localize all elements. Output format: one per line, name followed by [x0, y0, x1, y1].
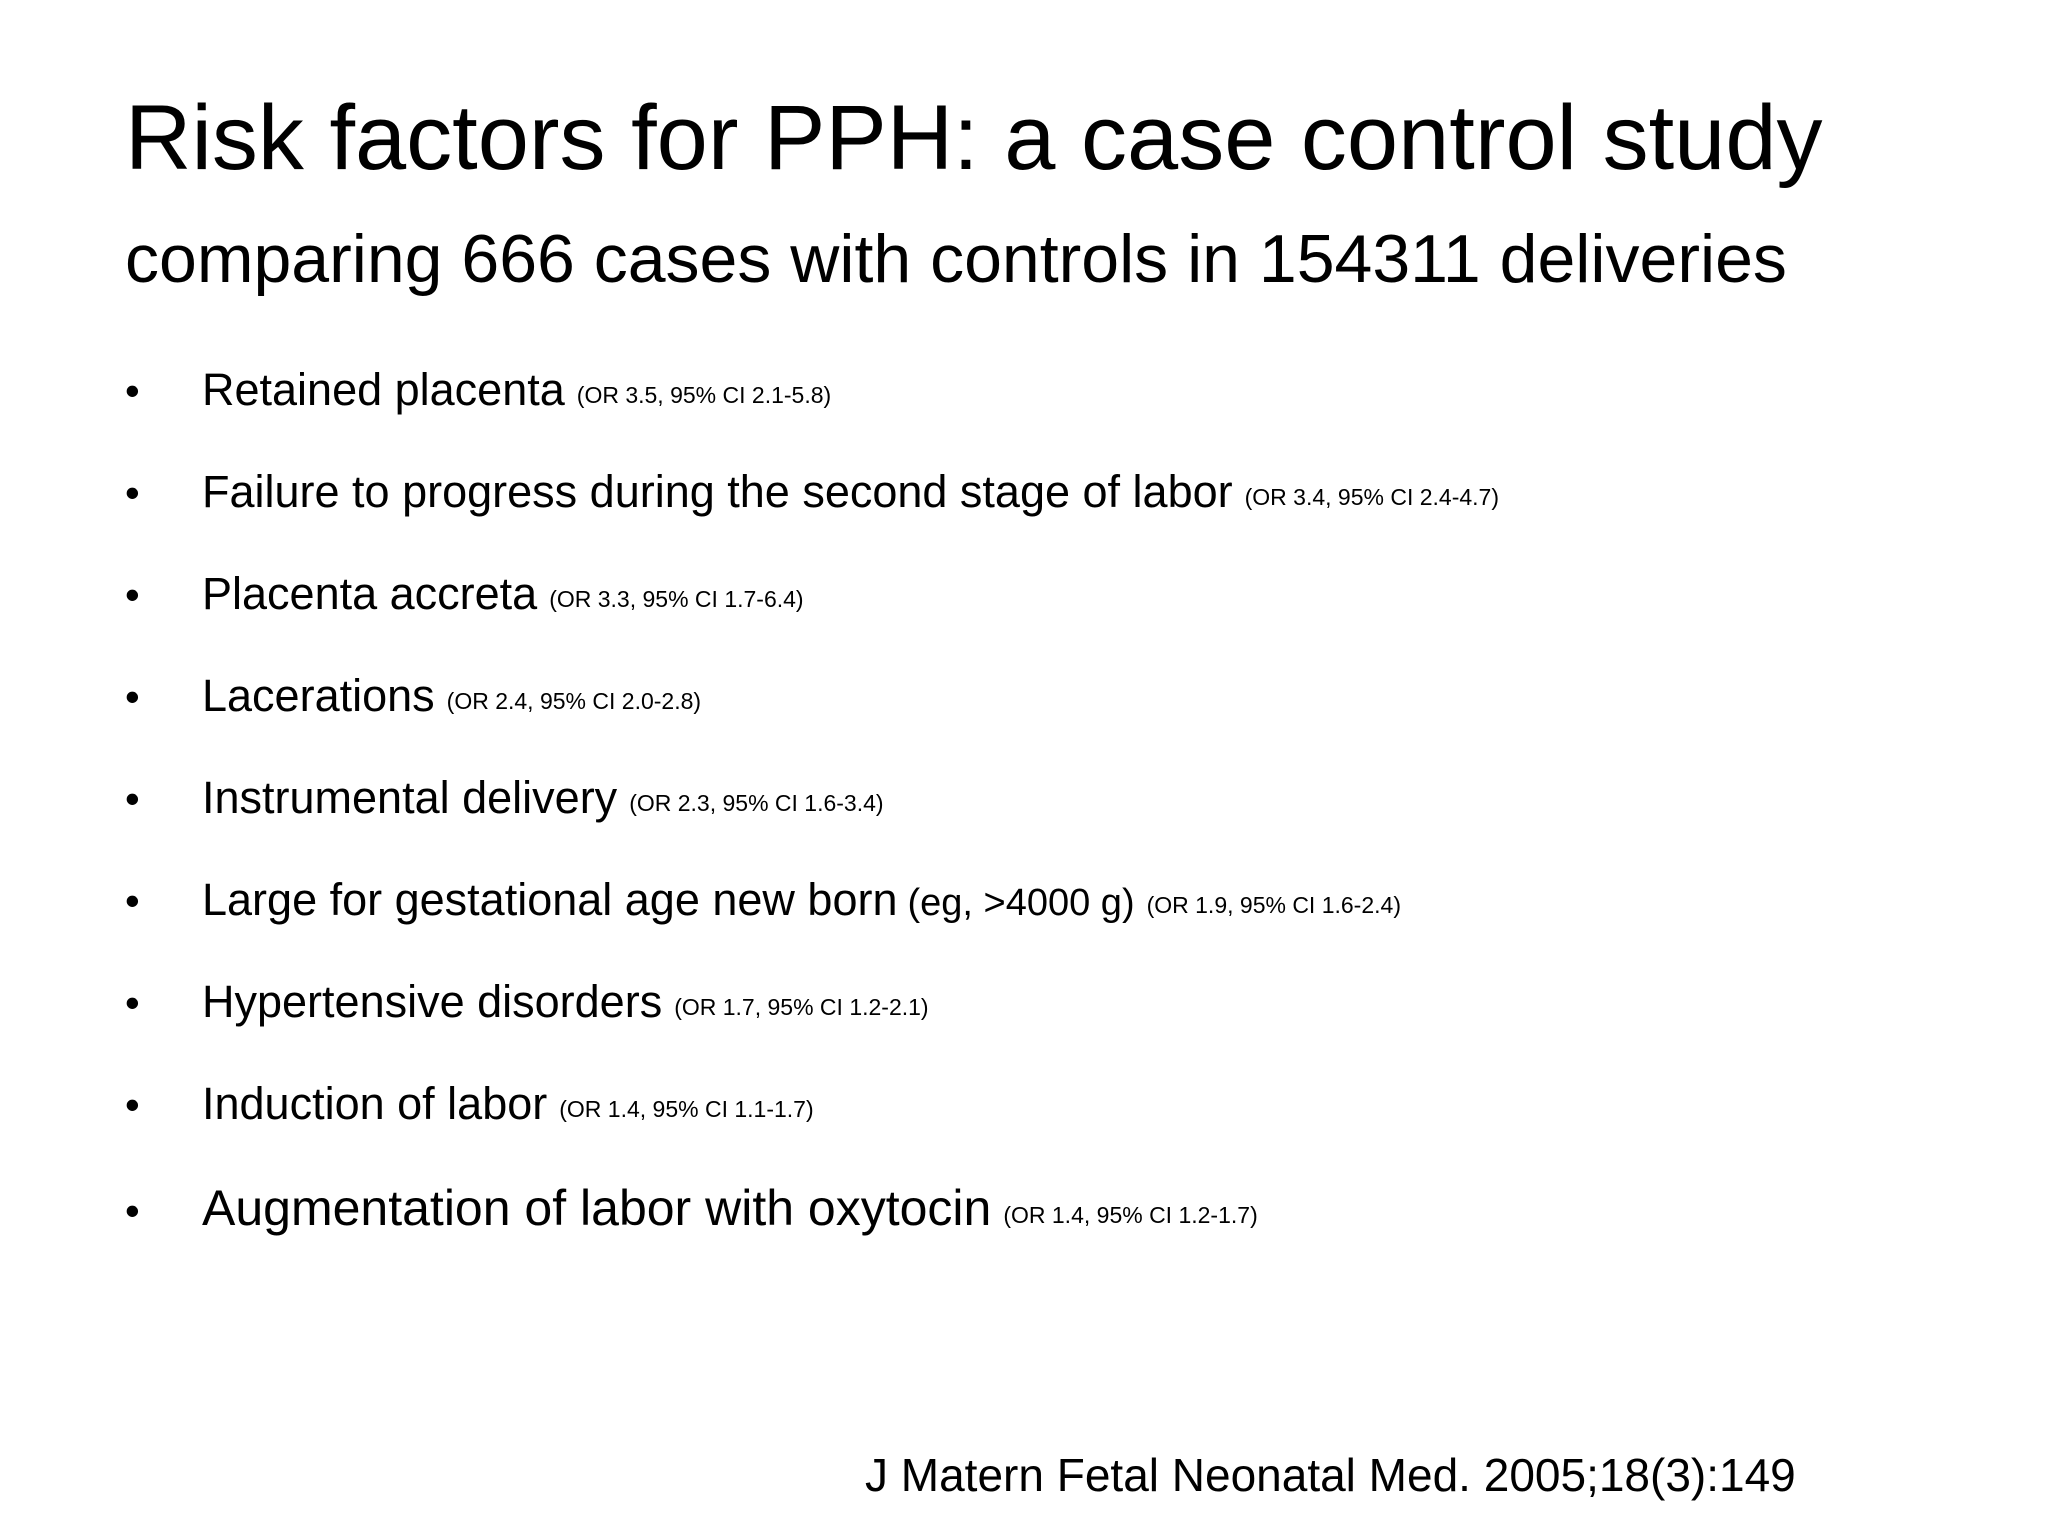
bullet-icon: •	[125, 673, 140, 720]
risk-factor-stat: (OR 3.4, 95% CI 2.4-4.7)	[1244, 484, 1499, 510]
risk-factor-text: Retained placenta	[202, 364, 565, 415]
risk-factor-extra: (eg, >4000 g)	[907, 882, 1135, 924]
risk-factor-item	[125, 977, 1975, 1079]
bullet-icon: •	[125, 1187, 140, 1234]
risk-factor-item	[125, 671, 1975, 773]
risk-factor-stat: (OR 3.5, 95% CI 2.1-5.8)	[576, 382, 832, 408]
bullet-icon: •	[125, 979, 140, 1026]
bullet-icon: •	[125, 877, 140, 924]
risk-factor-item	[125, 1079, 1975, 1181]
bullet-icon: •	[125, 469, 140, 516]
risk-factor-list	[125, 365, 1975, 1291]
risk-factor-stat: (OR 1.4, 95% CI 1.1-1.7)	[559, 1096, 814, 1122]
risk-factor-text: Induction of labor	[202, 1078, 548, 1129]
risk-factor-stat: (OR 2.3, 95% CI 1.6-3.4)	[629, 790, 884, 816]
risk-factor-text: Failure to progress during the second stage of labor	[202, 466, 1233, 517]
risk-factor-stat: (OR 3.3, 95% CI 1.7-6.4)	[549, 586, 804, 612]
risk-factor-text: Hypertensive disorders	[202, 976, 663, 1027]
risk-factor-text: Instrumental delivery	[202, 772, 618, 823]
risk-factor-text: Placenta accreta	[202, 568, 538, 619]
risk-factor-item	[125, 467, 1975, 569]
risk-factor-item	[125, 875, 1975, 977]
slide-subtitle: comparing 666 cases with controls in 154311 deliveries	[125, 221, 1787, 297]
risk-factor-text: Augmentation of labor with oxytocin	[202, 1180, 992, 1236]
risk-factor-stat: (OR 2.4, 95% CI 2.0-2.8)	[446, 688, 702, 714]
bullet-icon: •	[125, 775, 140, 822]
risk-factor-stat: (OR 1.4, 95% CI 1.2-1.7)	[1003, 1202, 1258, 1228]
risk-factor-stat: (OR 1.7, 95% CI 1.2-2.1)	[674, 994, 929, 1020]
bullet-icon: •	[125, 571, 140, 618]
risk-factor-item	[125, 773, 1975, 875]
risk-factor-item	[125, 365, 1975, 467]
risk-factor-item	[125, 1181, 1975, 1291]
risk-factor-stat: (OR 1.9, 95% CI 1.6-2.4)	[1146, 892, 1401, 918]
risk-factor-text: Large for gestational age new born	[202, 874, 898, 925]
bullet-icon: •	[125, 367, 140, 414]
risk-factor-text: Lacerations	[202, 670, 435, 721]
citation: J Matern Fetal Neonatal Med. 2005;18(3):149	[865, 1449, 1796, 1501]
risk-factor-item	[125, 569, 1975, 671]
bullet-icon: •	[125, 1081, 140, 1128]
slide-title: Risk factors for PPH: a case control study	[125, 87, 1823, 189]
